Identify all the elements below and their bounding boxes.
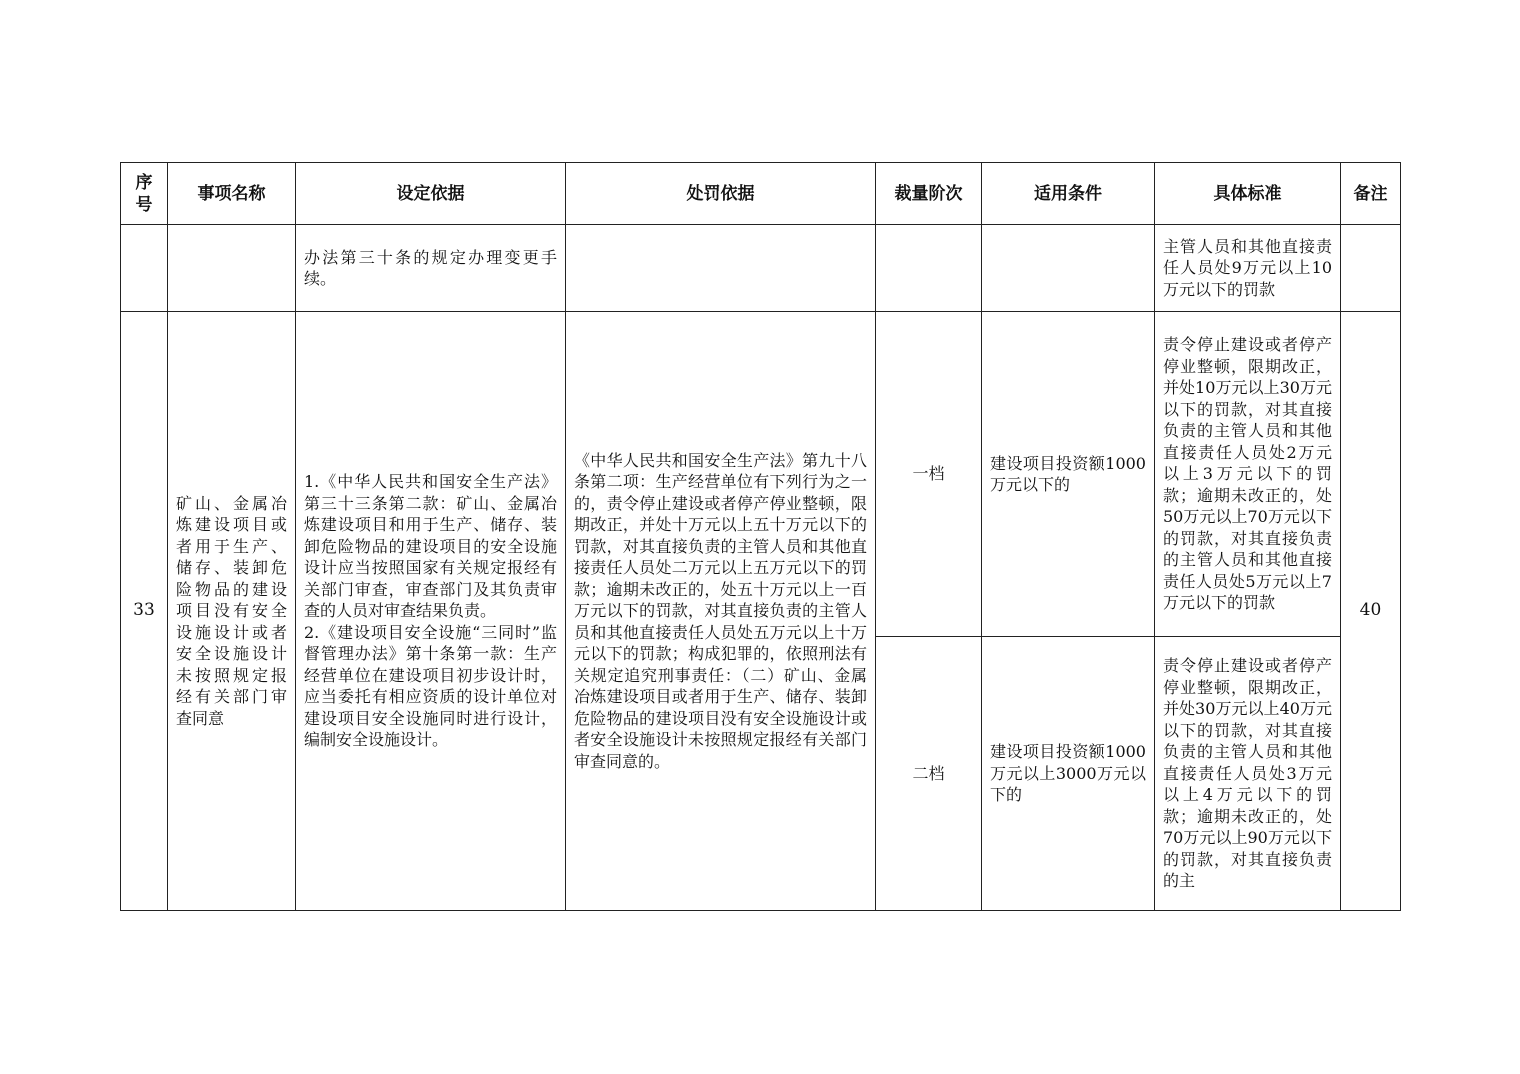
- cell-condition-2: [982, 637, 1155, 911]
- standard-1-text: 责令停止建设或者停产停业整顿，限期改正，并处10万元以上30万元以下的罚款，对其直接负责的主管人员和其他直接责任人员处2万元以上3万元以下的罚款；逾期未改正的，处50万元以上70万元以下的罚款，对其直接负责的主管人员和其他直接责任人员处5万元以上7万元以下的罚款: [1163, 335, 1332, 613]
- cell-item-name: [168, 312, 296, 911]
- condition-1-text: 建设项目投资额1000万元以下的: [990, 453, 1146, 494]
- condition-2-text: 建设项目投资额1000万元以上3000万元以下的: [990, 742, 1146, 805]
- standard-continued-text: 主管人员和其他直接责任人员处9万元以上10万元以下的罚款: [1163, 236, 1332, 299]
- basis-continued-text: 办法第三十条的规定办理变更手续。: [304, 247, 557, 288]
- header-standard: 具体标准: [1155, 163, 1341, 225]
- cell-empty: [1341, 225, 1401, 312]
- header-penalty-basis: 处罚依据: [566, 163, 876, 225]
- penalty-discretion-table: [120, 162, 1401, 911]
- header-basis: 设定依据: [296, 163, 566, 225]
- cell-empty: [876, 225, 982, 312]
- level-2-label: 二档: [876, 637, 982, 911]
- table-row-33-level-1: [121, 312, 1401, 637]
- cell-empty: [168, 225, 296, 312]
- seq-number: 33: [121, 312, 168, 911]
- cell-standard-1: [1155, 312, 1341, 637]
- header-seq: 序 号: [121, 163, 168, 225]
- remark-value: 40: [1341, 312, 1401, 911]
- table-row-continued: [121, 225, 1401, 312]
- cell-penalty-basis: [566, 312, 876, 911]
- cell-condition-1: [982, 312, 1155, 637]
- standard-2-text: 责令停止建设或者停产停业整顿，限期改正，并处30万元以上40万元以下的罚款，对其直接负责的主管人员和其他直接责任人员处3万元以上4万元以下的罚款；逾期未改正的，处70万元以上90万元以下的罚款，对其直接负责的主: [1163, 656, 1332, 891]
- cell-standard-continued: [1155, 225, 1341, 312]
- cell-basis-continued: [296, 225, 566, 312]
- header-row: [121, 163, 1401, 225]
- cell-standard-2: [1155, 637, 1341, 911]
- cell-empty: [982, 225, 1155, 312]
- cell-empty: [566, 225, 876, 312]
- header-level: 裁量阶次: [876, 163, 982, 225]
- penalty-basis-text: 《中华人民共和国安全生产法》第九十八条第二项：生产经营单位有下列行为之一的，责令停止建设或者停产停业整顿，限期改正，并处十万元以上五十万元以下的罚款，对其直接负责的主管人员和其他直接责任人员处二万元以上五万元以下的罚款；逾期未改正的，处五十万元以上一百万元以下的罚款，对其直接负责的主管人员和其他直接责任人员处五万元以上十万元以下的罚款；构成犯罪的，依照刑法有关规定追究刑事责任：（二）矿山、金属冶炼建设项目或者用于生产、储存、装卸危险物品的建设项目没有安全设施设计或者安全设施设计未按照规定报经有关部门审查同意的。: [574, 450, 867, 771]
- level-1-label: 一档: [876, 312, 982, 637]
- cell-empty: [121, 225, 168, 312]
- header-condition: 适用条件: [982, 163, 1155, 225]
- item-name-text: 矿山、金属冶炼建设项目或者用于生产、储存、装卸危险物品的建设项目没有安全设施设计或者安全设施设计未按照规定报经有关部门审查同意: [176, 493, 287, 728]
- cell-basis: [296, 312, 566, 911]
- header-item-name: 事项名称: [168, 163, 296, 225]
- basis-text: 1.《中华人民共和国安全生产法》第三十三条第二款：矿山、金属冶炼建设项目和用于生产、储存、装卸危险物品的建设项目的安全设施设计应当按照国家有关规定报经有关部门审查，审查部门及其负责审查的人员对审查结果负责。 2.《建设项目安全设施“三同时”监督管理办法》第十条第一款：生产经营单位在建设项目初步设计时，应当委托有相应资质的设计单位对建设项目安全设施同时进行设计，编制安全设施设计。: [304, 472, 557, 750]
- header-remark: 备注: [1341, 163, 1401, 225]
